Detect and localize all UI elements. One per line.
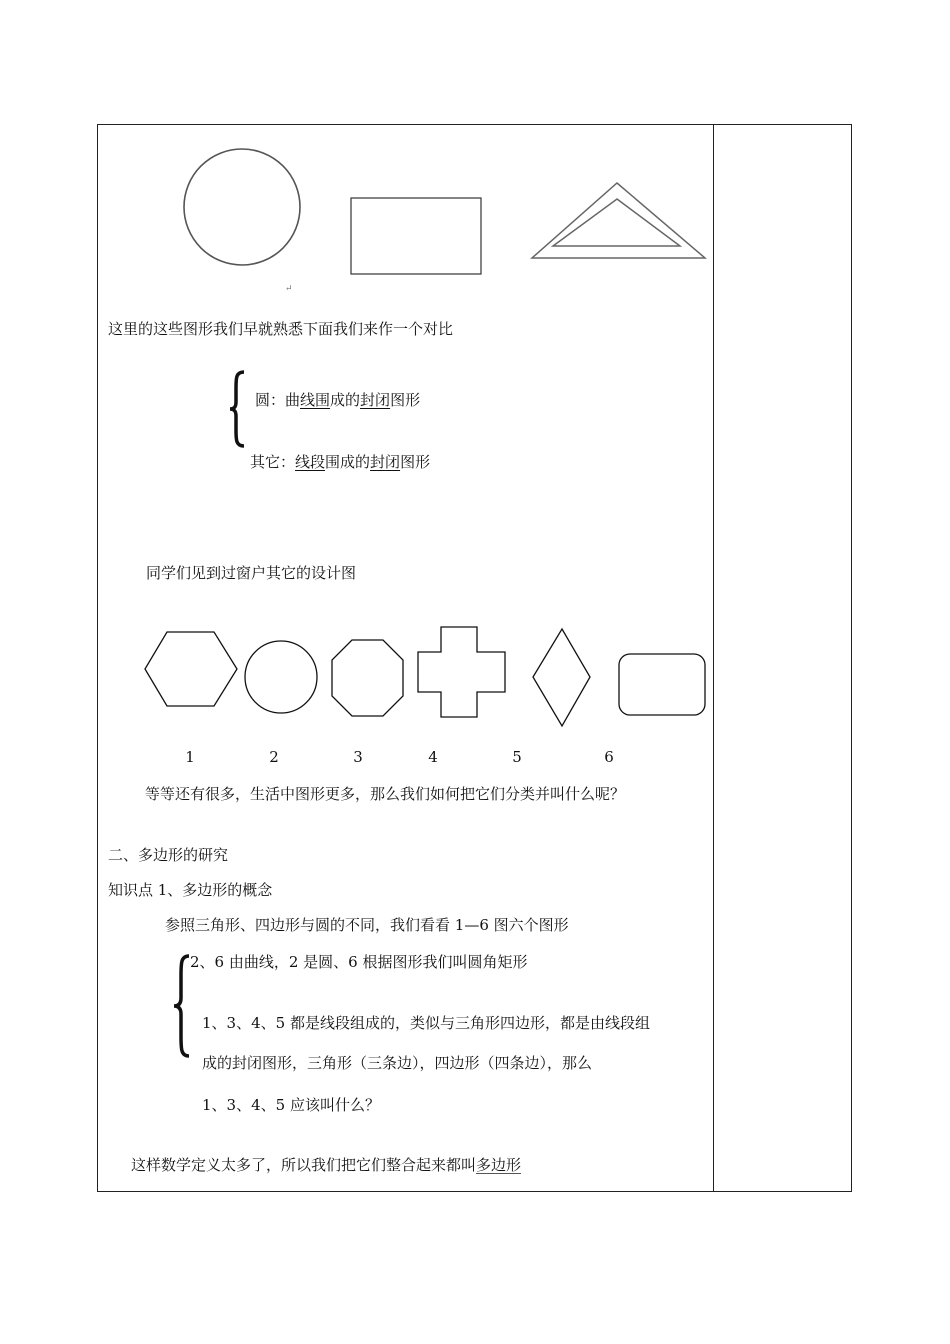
other-definition: 其它：线段围成的封闭图形 xyxy=(250,453,431,471)
window-line: 同学们见到过窗户其它的设计图 xyxy=(146,564,357,582)
section-title: 二、多边形的研究 xyxy=(108,846,229,864)
etc-line: 等等还有很多，生活中图形更多，那么我们如何把它们分类并叫什么呢？ xyxy=(145,785,626,803)
octagon-shape xyxy=(332,640,403,716)
brace-line-4: 1、3、4、5 应该叫什么？ xyxy=(202,1096,380,1114)
rounded-rectangle-shape xyxy=(619,654,705,715)
stray-mark: ↵ xyxy=(285,284,293,294)
brace-line-2: 1、3、4、5 都是线段组成的，类似与三角形四边形，都是由线段组 xyxy=(202,1014,650,1032)
figure-number-3: 3 xyxy=(353,748,363,766)
intro-line: 这里的这些图形我们早就熟悉下面我们来作一个对比 xyxy=(108,320,454,338)
figure-number-2: 2 xyxy=(269,748,279,766)
refer-line: 参照三角形、四边形与圆的不同，我们看看 1—6 图六个图形 xyxy=(165,916,569,934)
circle-definition: 圆：曲线围成的封闭图形 xyxy=(255,391,421,409)
rhombus-shape xyxy=(533,629,590,726)
circle-figure xyxy=(245,641,317,713)
figure-number-5: 5 xyxy=(512,748,522,766)
figure-number-1: 1 xyxy=(185,748,195,766)
brace-line-3: 成的封闭图形，三角形（三条边），四边形（四条边），那么 xyxy=(202,1054,593,1072)
brace-icon xyxy=(172,954,192,1059)
brace-line-1: 2、6 由曲线，2 是圆、6 根据图形我们叫圆角矩形 xyxy=(190,953,528,971)
figure-number-4: 4 xyxy=(428,748,438,766)
final-line: 这样数学定义太多了，所以我们把它们整合起来都叫多边形 xyxy=(131,1156,522,1174)
cross-shape xyxy=(418,627,505,717)
polygon-term: 多边形 xyxy=(476,1156,522,1174)
figure-number-6: 6 xyxy=(604,748,614,766)
knowledge-point: 知识点 1、多边形的概念 xyxy=(108,881,273,899)
hexagon-shape xyxy=(145,632,237,706)
